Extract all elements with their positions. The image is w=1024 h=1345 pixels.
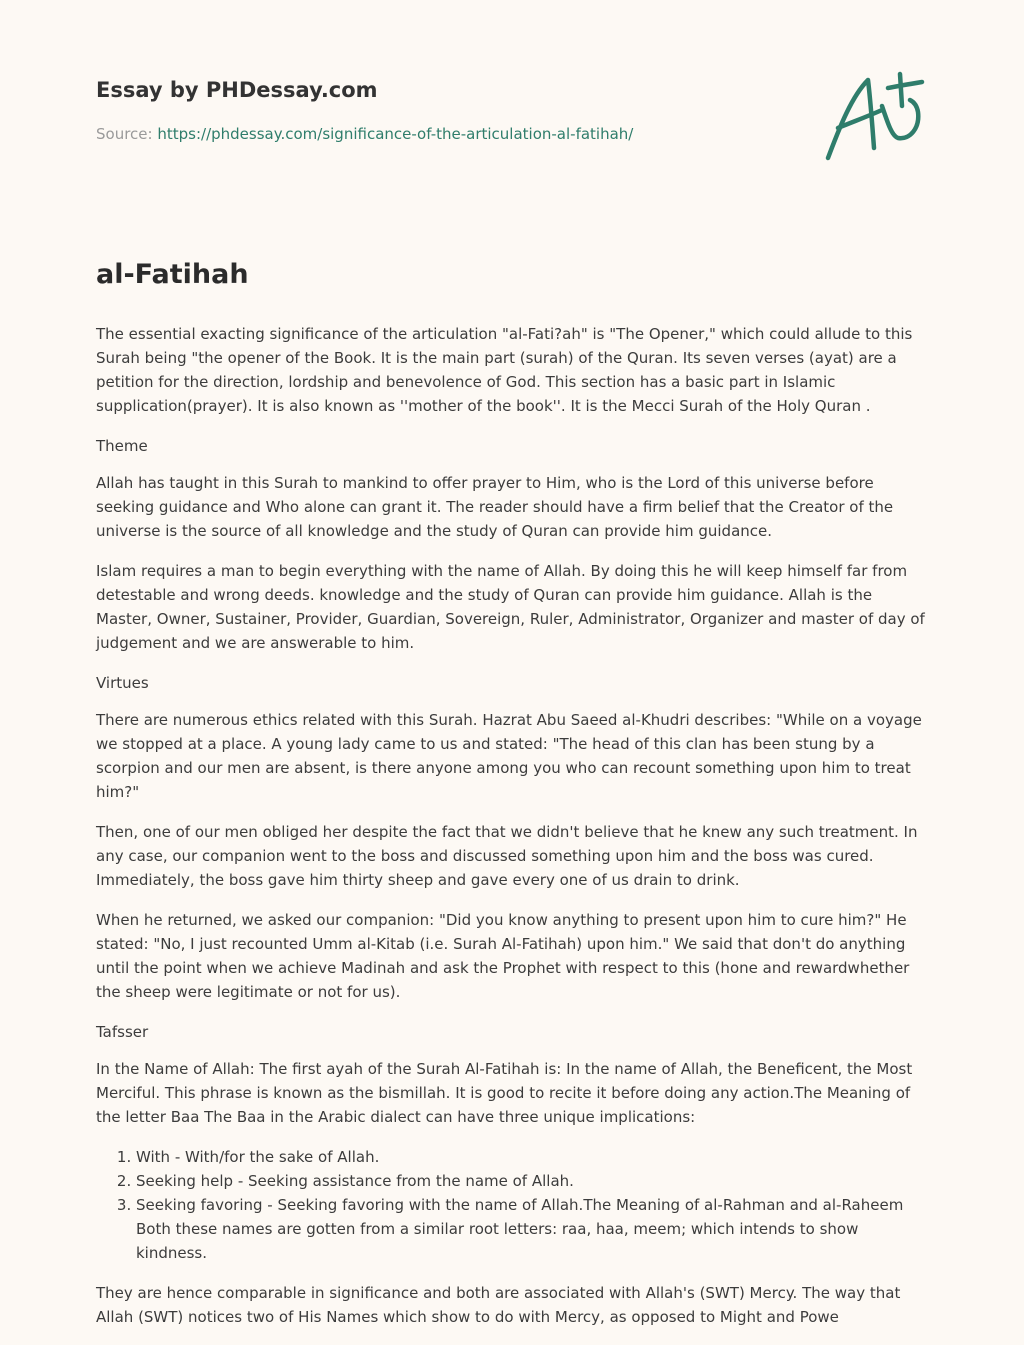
list-item: 2. Seeking help - Seeking assistance from the name of Allah.: [136, 1169, 932, 1193]
numbered-list: [96, 1145, 932, 1265]
list-item: 3. Seeking favoring - Seeking favoring with the name of Allah.The Meaning of al-Rahman and al-Raheem Both these names are gotten from a similar root letters: raa, haa, meem; which intends to show kindness.: [136, 1193, 932, 1265]
source-link[interactable]: https://phdessay.com/significance-of-the-articulation-al-fatihah/: [157, 125, 634, 143]
paragraph-intro: The essential exacting significance of the articulation "al-Fati?ah" is "The Opener," which could allude to this Surah being "the opener of the Book. It is the main part (surah) of the Quran. Its seven verses (ayat) are a petition for the direction, lordship and benevolence of God. This section has a basic part in Islamic supplication(prayer). It is also known as ''mother of the book''. It is the Mecci Surah of the Holy Quran .: [96, 325, 913, 415]
site-brand: Essay by PHDessay.com: [96, 78, 378, 102]
paragraph-virtues-1: There are numerous ethics related with this Surah. Hazrat Abu Saeed al-Khudri describes: "While on a voyage we stopped at a place. A young lady came to us and stated: "The head of this clan has been stung by a scorpion and our men are absent, is there anyone among you who can recount something upon him to treat him?": [96, 711, 922, 801]
paragraph-theme-2: Islam requires a man to begin everything with the name of Allah. By doing this he will keep himself far from detestable and wrong deeds. knowledge and the study of Quran can provide him guidance. Allah is the Master, Owner, Sustainer, Provider, Guardian, Sovereign, Ruler, Administrator, Organizer and master of day of judgement and we are answerable to him.: [96, 562, 925, 652]
document-header: [96, 76, 796, 144]
source-label: Source:: [96, 125, 153, 143]
paragraph-tafsser-2: They are hence comparable in significance and both are associated with Allah's (SWT) Mercy. The way that Allah (SWT) notices two of His Names which show to do with Mercy, as opposed to Might and Powe: [96, 1284, 901, 1326]
paragraph-tafsser-1: In the Name of Allah: The first ayah of the Surah Al-Fatihah is: In the name of Allah, the Beneficent, the Most Merciful. This phrase is known as the bismillah. It is good to recite it before doing any action.The Meaning of the letter Baa The Baa in the Arabic dialect can have three unique implications:: [96, 1060, 913, 1126]
paragraph-theme-1: Allah has taught in this Surah to mankind to offer prayer to Him, who is the Lord of this universe before seeking guidance and Who alone can grant it. The reader should have a firm belief that the Creator of the universe is the source of all knowledge and the study of Quran can provide him guidance.: [96, 474, 894, 540]
section-heading-theme: Theme: [96, 437, 148, 455]
article-title: al-Fatihah: [96, 259, 249, 290]
list-item: 1. With - With/for the sake of Allah.: [136, 1145, 932, 1169]
section-heading-tafsser: Tafsser: [96, 1023, 149, 1041]
section-heading-virtues: Virtues: [96, 674, 149, 692]
paragraph-virtues-3: When he returned, we asked our companion: "Did you know anything to present upon him to cure him?" He stated: "No, I just recounted Umm al-Kitab (i.e. Surah Al-Fatihah) upon him." We said that don't do anything until the point when we achieve Madinah and ask the Prophet with respect to this (hone and rewardwhether the sheep were legitimate or not for us).: [96, 911, 910, 1001]
paragraph-virtues-2: Then, one of our men obliged her despite the fact that we didn't believe that he knew any such treatment. In any case, our companion went to the boss and discussed something upon him and the boss was cured. Immediately, the boss gave him thirty sheep and gave every one of us drain to drink.: [96, 823, 918, 889]
source-line: [96, 124, 796, 144]
article: [96, 258, 932, 1345]
a-plus-logo-icon: [818, 66, 930, 166]
